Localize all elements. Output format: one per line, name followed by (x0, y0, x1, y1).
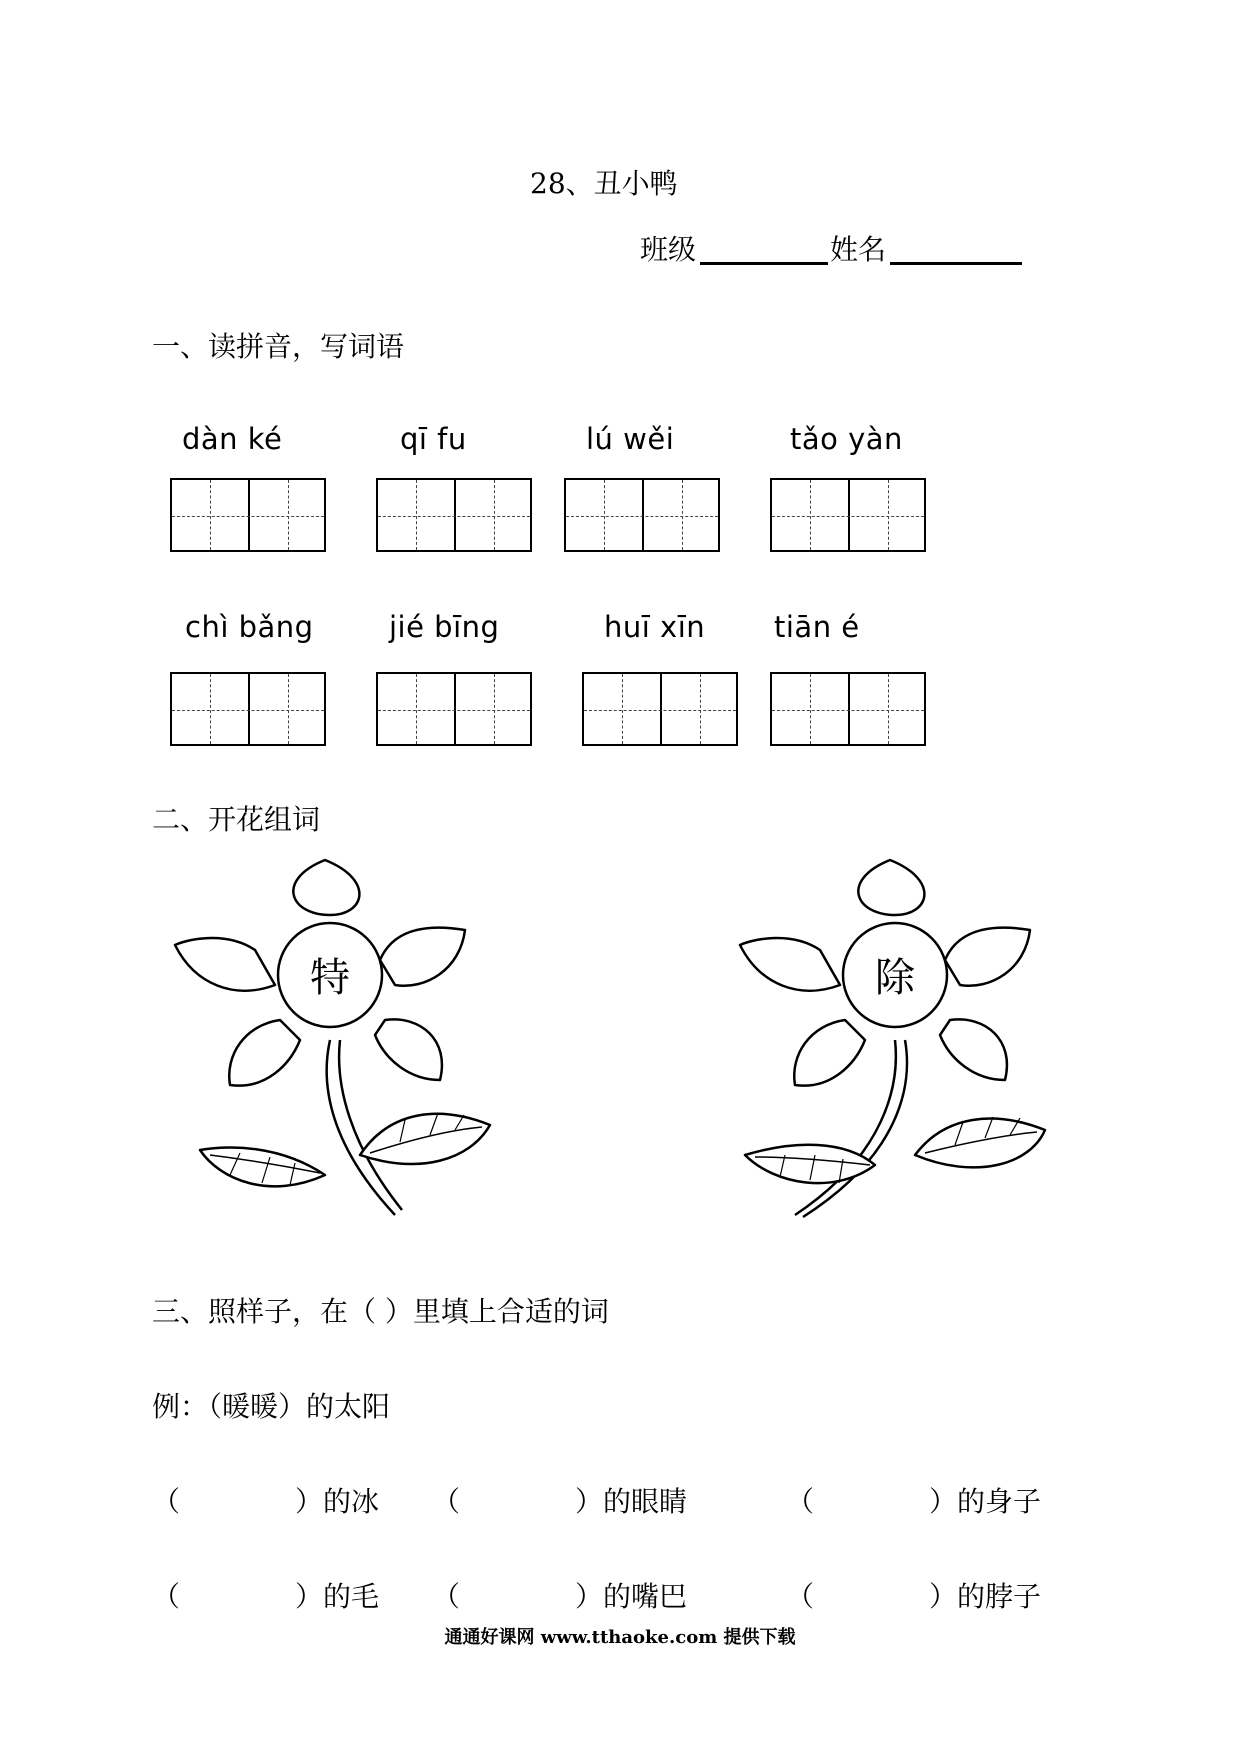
pinyin-4: tǎo yàn (790, 422, 903, 456)
flower-2 (735, 855, 1075, 1225)
fill-6-close: ）的脖子 (929, 1580, 1042, 1613)
section-1-heading: 一、读拼音，写词语 (152, 330, 405, 363)
name-label: 姓名 (830, 233, 887, 266)
fill-5-close: ）的嘴巴 (575, 1580, 688, 1613)
pinyin-3: lú wěi (586, 422, 675, 456)
writing-grid-5[interactable] (170, 672, 326, 746)
fill-3-close: ）的身子 (929, 1485, 1042, 1518)
pinyin-5: chì bǎng (185, 610, 314, 644)
name-blank[interactable] (890, 262, 1022, 265)
fill-3-open: （ (786, 1485, 815, 1518)
fill-2-open: （ (432, 1485, 461, 1518)
writing-grid-6[interactable] (376, 672, 532, 746)
flower-1-char: 特 (310, 955, 350, 1001)
pinyin-8: tiān é (774, 610, 860, 644)
fill-5-open: （ (432, 1580, 461, 1613)
fill-4-close: ）的毛 (295, 1580, 380, 1613)
writing-grid-7[interactable] (582, 672, 738, 746)
pinyin-7: huī xīn (604, 610, 706, 644)
page-title: 28、丑小鸭 (530, 167, 678, 200)
pinyin-2: qī fu (400, 422, 467, 456)
flower-2-char: 除 (875, 955, 915, 1001)
flower-1 (170, 855, 510, 1225)
fill-4-open: （ (152, 1580, 181, 1613)
writing-grid-1[interactable] (170, 478, 326, 552)
fill-6-open: （ (786, 1580, 815, 1613)
writing-grid-2[interactable] (376, 478, 532, 552)
fill-1-close: ）的冰 (295, 1485, 380, 1518)
class-blank[interactable] (700, 262, 828, 265)
section-3-heading: 三、照样子，在（ ）里填上合适的词 (152, 1295, 609, 1328)
pinyin-6: jié bīng (389, 610, 500, 644)
example-line: 例：（暖暖）的太阳 (152, 1390, 391, 1423)
writing-grid-4[interactable] (770, 478, 926, 552)
fill-1-open: （ (152, 1485, 181, 1518)
pinyin-1: dàn ké (182, 422, 283, 456)
fill-2-close: ）的眼睛 (575, 1485, 688, 1518)
class-label: 班级 (640, 233, 697, 266)
section-2-heading: 二、开花组词 (152, 803, 321, 836)
writing-grid-3[interactable] (564, 478, 720, 552)
writing-grid-8[interactable] (770, 672, 926, 746)
footer-credit: 通通好课网 www.tthaoke.com 提供下载 (444, 1627, 796, 1648)
